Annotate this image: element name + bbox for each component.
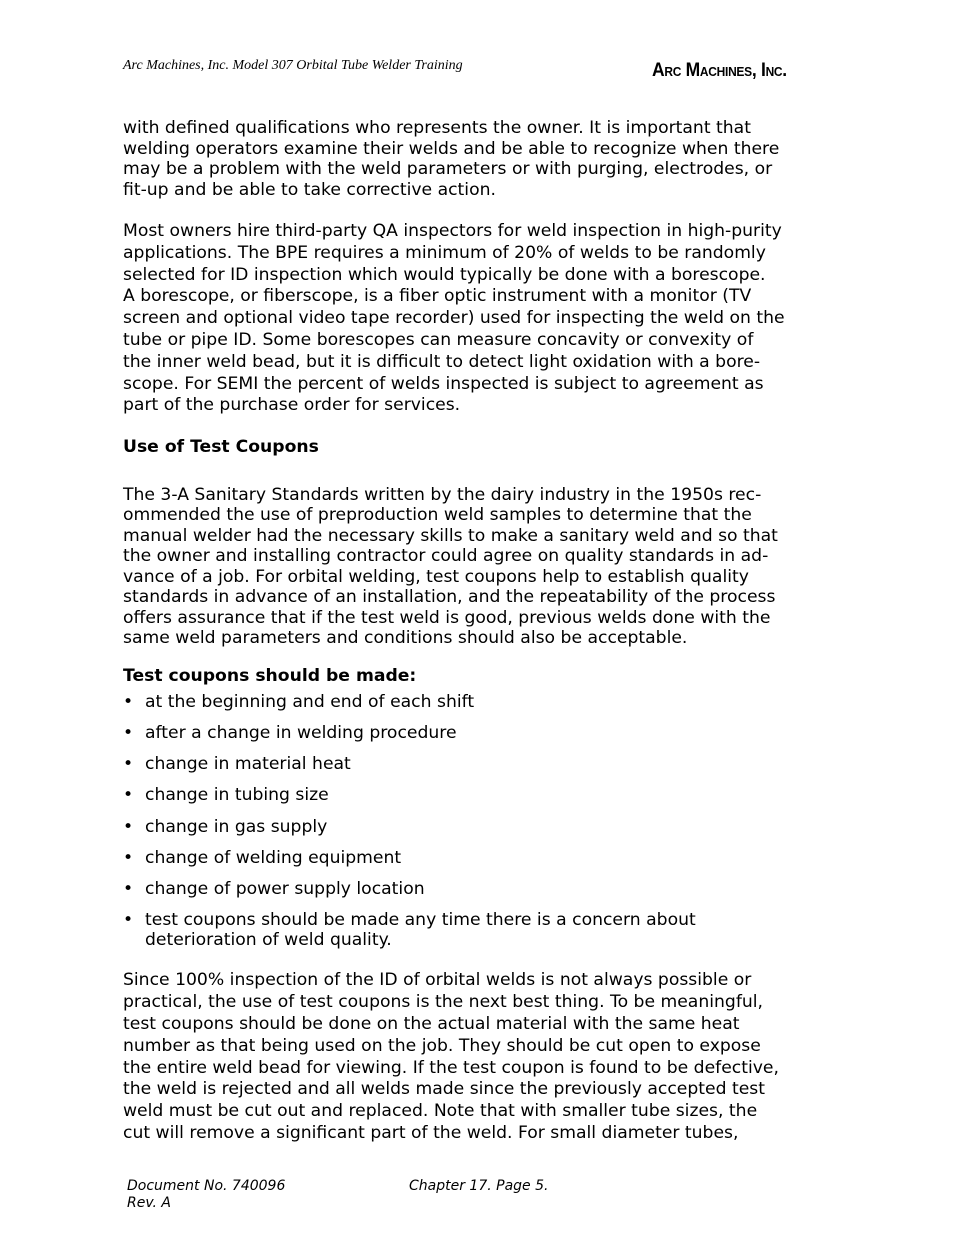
- text-line: screen and optional video tape recorder) used for inspecting the weld on the: [123, 308, 785, 329]
- list-item: • after a change in welding procedure: [123, 723, 457, 744]
- list-item: • change of power supply location: [123, 878, 425, 899]
- running-header-title: Arc Machines, Inc. Model 307 Orbital Tube Welder Training: [123, 58, 463, 73]
- text-line: ommended the use of preproduction weld samples to determine that the: [123, 505, 752, 526]
- text-line: same weld parameters and conditions should also be acceptable.: [123, 628, 688, 649]
- bullet-icon: •: [123, 692, 134, 713]
- text-line: Most owners hire third-party QA inspectors for weld inspection in high-purity: [123, 221, 782, 241]
- list-item: • change in material heat: [123, 754, 351, 775]
- text-line: Since 100% inspection of the ID of orbital welds is not always possible or: [123, 970, 752, 991]
- text-line: fit-up and be able to take corrective action.: [123, 179, 496, 200]
- text-line: test coupons should be done on the actual material with the same heat: [123, 1014, 740, 1035]
- page-body: [123, 118, 843, 1145]
- text-line: The 3-A Sanitary Standards written by the dairy industry in the 1950s rec-: [123, 484, 762, 505]
- text-line: cut will remove a significant part of the weld. For small diameter tubes,: [123, 1123, 739, 1143]
- document-number: Document No. 740096: [127, 1178, 286, 1194]
- text-line: tube or pipe ID. Some borescopes can measure concavity or convexity of: [123, 329, 754, 350]
- list-item: • change of welding equipment: [123, 847, 402, 868]
- bullet-icon: •: [123, 909, 134, 930]
- text-line: may be a problem with the weld parameters or with purging, electrodes, or: [123, 159, 773, 179]
- text-line: selected for ID inspection which would typically be done with a borescope.: [123, 264, 766, 285]
- text-line: applications. The BPE requires a minimum of 20% of welds to be randomly: [123, 242, 766, 263]
- company-logo: Arc Machines, Inc.: [652, 60, 787, 81]
- list-heading: Test coupons should be made:: [123, 665, 417, 686]
- text-line: welding operators examine their welds and be able to recognize when there: [123, 138, 780, 159]
- text-line: vance of a job. For orbital welding, test coupons help to establish quality: [123, 566, 749, 587]
- section-heading: Use of Test Coupons: [123, 437, 319, 458]
- bullet-icon: •: [123, 847, 134, 868]
- list-item: • at the beginning and end of each shift: [123, 692, 475, 713]
- bullet-icon: •: [123, 785, 134, 806]
- text-line: with defined qualifications who represents the owner. It is important that: [123, 118, 751, 138]
- paragraph: [123, 221, 843, 417]
- list-item: • change in tubing size: [123, 785, 329, 806]
- revision: Rev. A: [127, 1195, 171, 1211]
- text-line: the entire weld bead for viewing. If the test coupon is found to be defective,: [123, 1057, 779, 1078]
- footer-page-number: Chapter 17. Page 5.: [409, 1178, 549, 1194]
- text-line: scope. For SEMI the percent of welds inspected is subject to agreement as: [123, 373, 764, 394]
- bullet-icon: •: [123, 754, 134, 775]
- text-line: the inner weld bead, but it is difficult to detect light oxidation with a bore-: [123, 351, 761, 372]
- text-line: the owner and installing contractor could agree on quality standards in ad-: [123, 546, 769, 567]
- text-line: standards in advance of an installation, and the repeatability of the process: [123, 587, 776, 608]
- list-item: • test coupons should be made any time there is a concern about deterioration of weld quality.: [123, 909, 696, 951]
- paragraph: [123, 485, 843, 649]
- text-line: the weld is rejected and all welds made since the previously accepted test: [123, 1079, 765, 1100]
- footer-doc-info: [127, 1178, 285, 1212]
- bullet-icon: •: [123, 878, 134, 899]
- bullet-icon: •: [123, 723, 134, 744]
- text-line: weld must be cut out and replaced. Note that with smaller tube sizes, the: [123, 1101, 758, 1122]
- text-line: part of the purchase order for services.: [123, 395, 461, 416]
- text-line: manual welder had the necessary skills to make a sanitary weld and so that: [123, 525, 778, 546]
- list-item: • change in gas supply: [123, 816, 328, 837]
- text-line: A borescope, or fiberscope, is a fiber optic instrument with a monitor (TV: [123, 286, 752, 307]
- paragraph: [123, 118, 843, 200]
- text-line: offers assurance that if the test weld is good, previous welds done with the: [123, 607, 771, 628]
- text-line: practical, the use of test coupons is the next best thing. To be meaningful,: [123, 992, 763, 1013]
- paragraph: [123, 970, 843, 1144]
- bullet-list: [123, 692, 843, 951]
- bullet-icon: •: [123, 816, 134, 837]
- text-line: number as that being used on the job. They should be cut open to expose: [123, 1035, 761, 1056]
